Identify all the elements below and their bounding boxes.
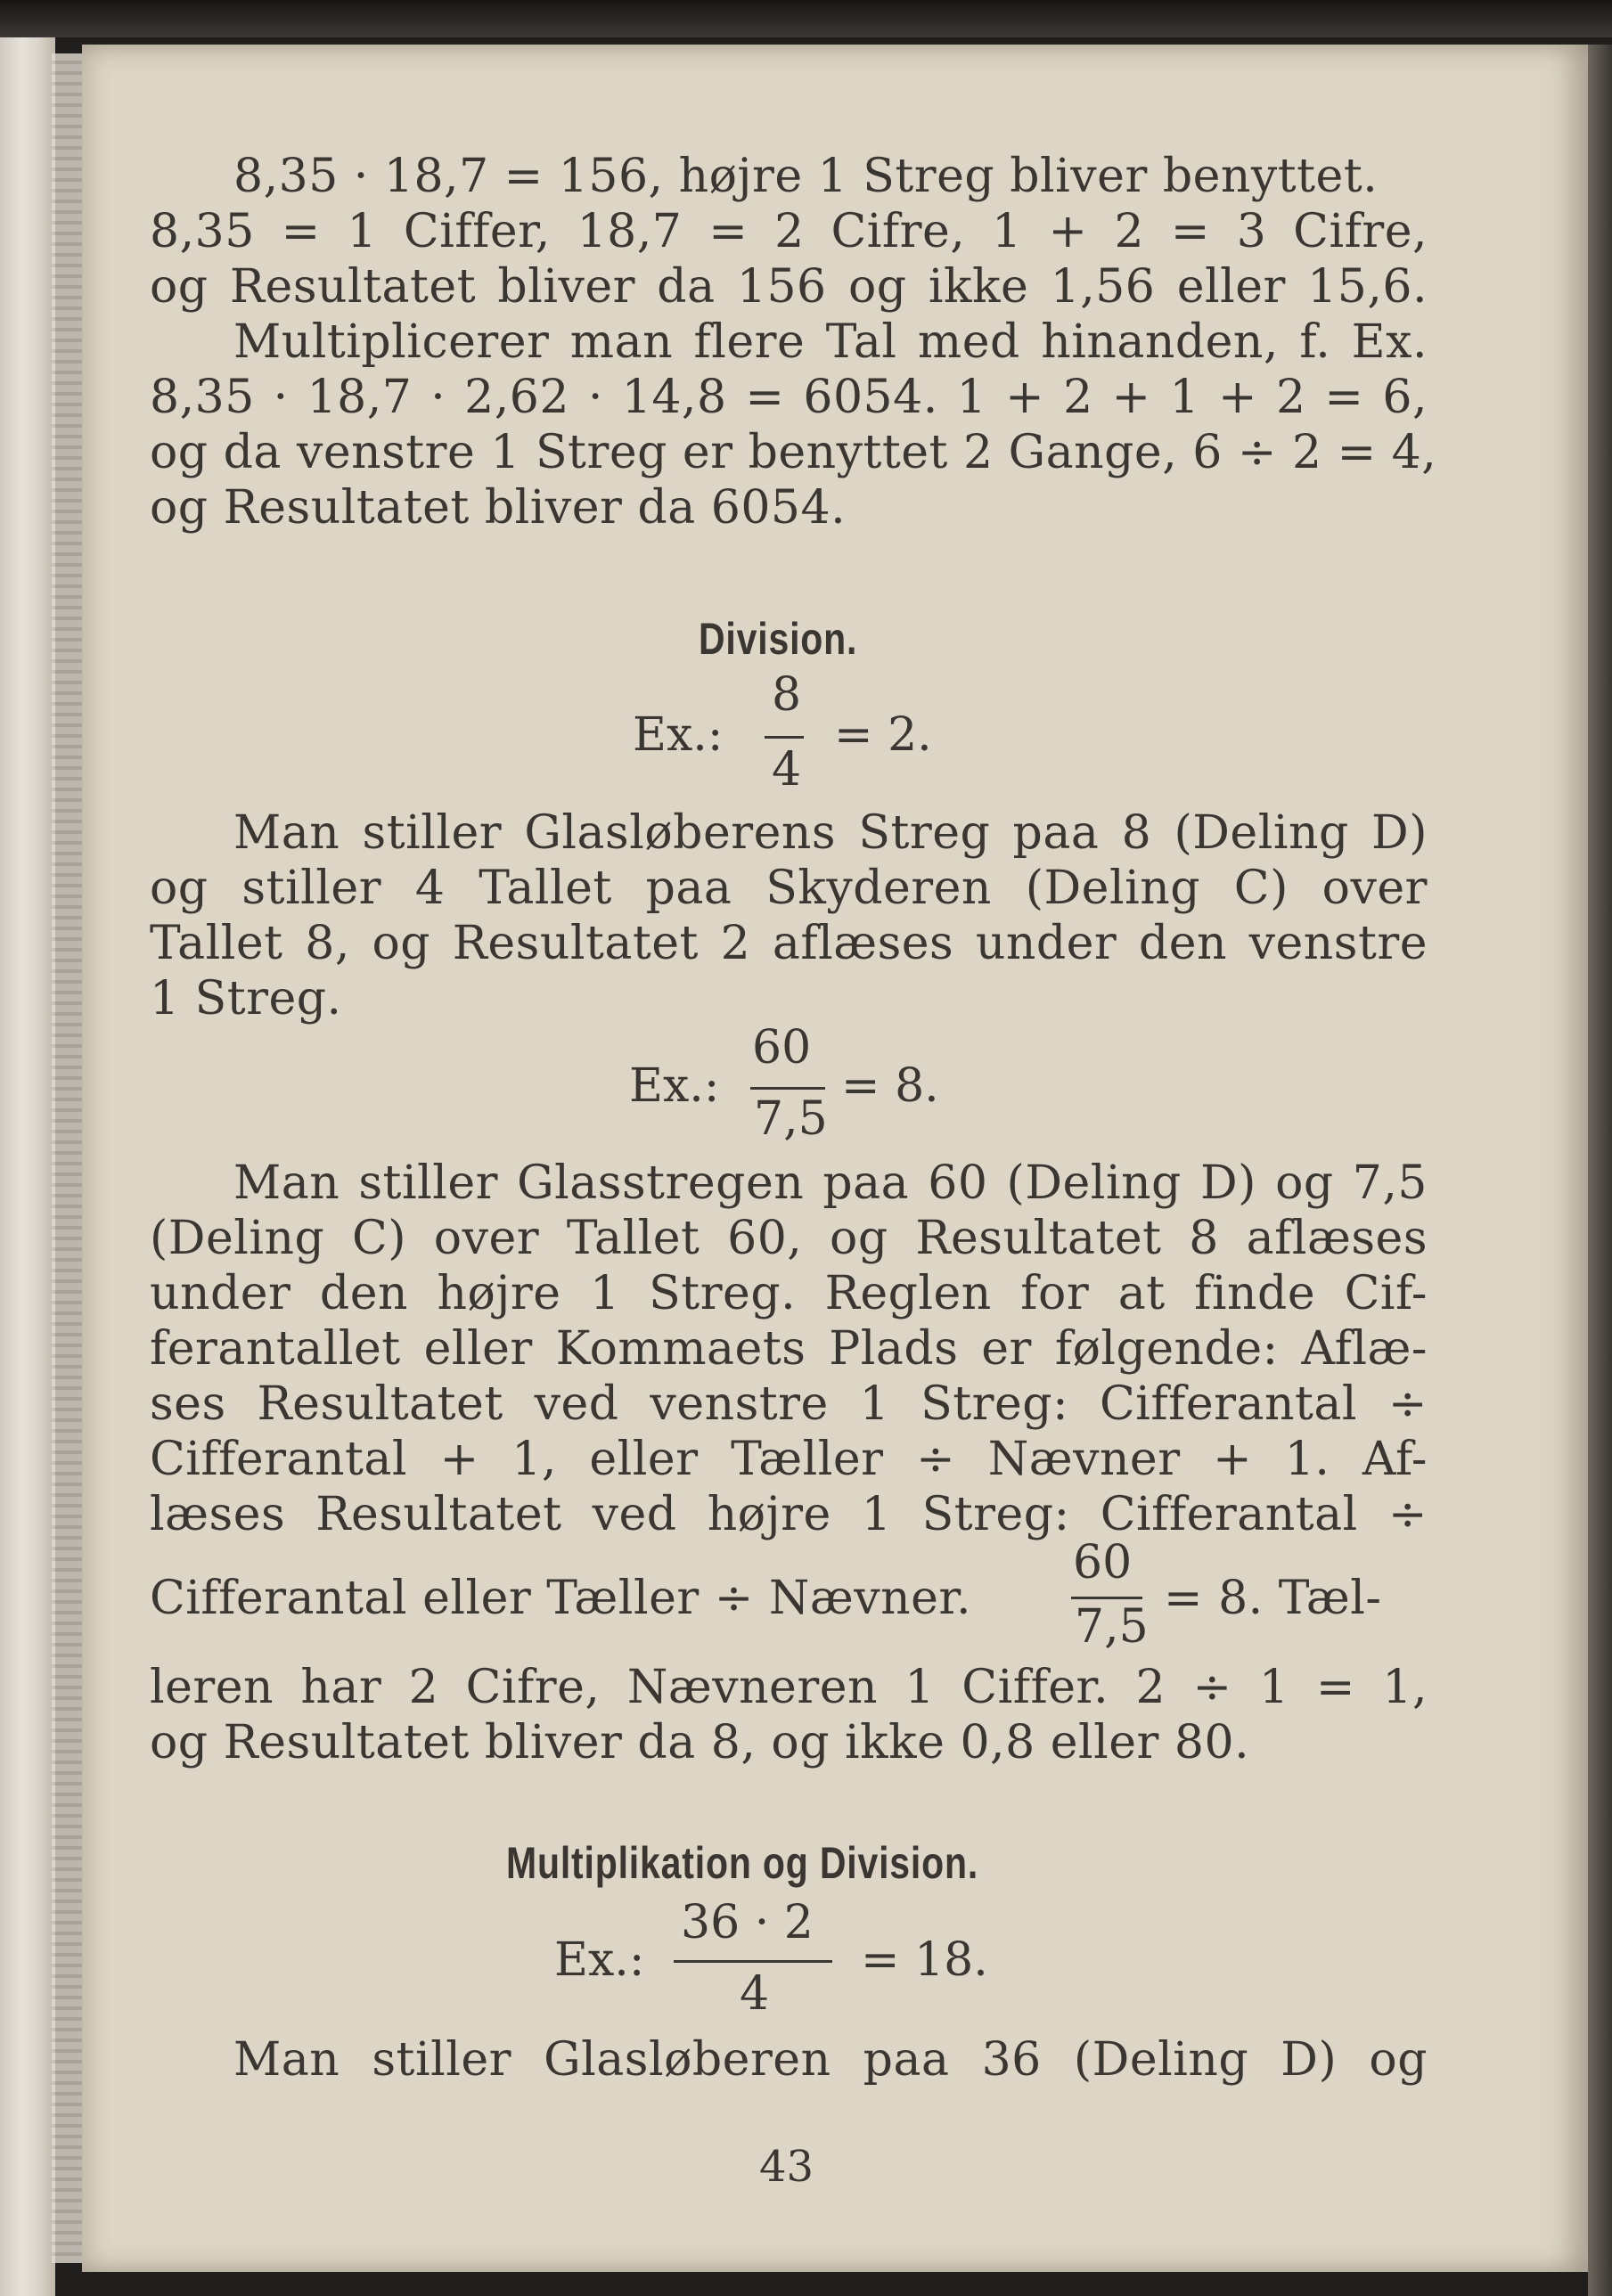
fraction-denominator: 7,5 — [1075, 1600, 1149, 1654]
example-result: = 2. — [834, 708, 932, 762]
text-line: (Deling C) over Tallet 60, og Resultatet 8 aflæses — [150, 1212, 1428, 1265]
fraction-numerator: 60 — [1073, 1536, 1133, 1589]
text-line: ses Resultatet ved venstre 1 Streg: Cifferantal ÷ — [150, 1377, 1428, 1431]
fraction-denominator: 4 — [740, 1967, 770, 2021]
fraction-denominator: 4 — [772, 743, 802, 797]
text-line: ferantallet eller Kommaets Plads er følgende: Aflæ- — [150, 1322, 1428, 1376]
text-line: Man stiller Glasløberens Streg paa 8 (Deling D) — [233, 806, 1428, 860]
text-line: og Resultatet bliver da 6054. — [150, 481, 847, 535]
text-line: 8,35 · 18,7 · 2,62 · 14,8 = 6054. 1 + 2 + 1 + 2 = 6, — [150, 371, 1428, 424]
section-heading-division: Division. — [699, 614, 858, 664]
fraction-bar — [765, 736, 804, 739]
example-result: = 18. — [861, 1933, 988, 1987]
page-number: 43 — [759, 2142, 814, 2192]
text-line: Cifferantal eller Tæller ÷ Nævner. — [150, 1572, 972, 1625]
text-line: 8,35 · 18,7 = 156, højre 1 Streg bliver benyttet. — [233, 150, 1379, 203]
text-line: leren har 2 Cifre, Nævneren 1 Ciffer. 2 ÷ 1 = 1, — [150, 1661, 1428, 1714]
text-line: Tallet 8, og Resultatet 2 aflæses under den venstre — [150, 917, 1428, 970]
text-line: Man stiller Glasløberen paa 36 (Deling D) og — [233, 2033, 1428, 2087]
text-line: og Resultatet bliver da 156 og ikke 1,56 eller 15,6. — [150, 260, 1428, 314]
text-line: Multiplicerer man flere Tal med hinanden, f. Ex. — [233, 315, 1428, 369]
section-heading-multiplication-division: Multiplikation og Division. — [506, 1838, 979, 1888]
book-top-edge — [0, 0, 1612, 37]
fraction-bar — [1071, 1597, 1142, 1599]
text-line: 8,35 = 1 Ciffer, 18,7 = 2 Cifre, 1 + 2 = 3 Cifre, — [150, 205, 1428, 258]
text-line: og da venstre 1 Streg er benyttet 2 Gange, 6 ÷ 2 = 4, — [150, 426, 1437, 479]
text-line: Cifferantal + 1, eller Tæller ÷ Nævner + 1. Af- — [150, 1433, 1428, 1486]
example-result: = 8. — [841, 1059, 939, 1113]
example-label: Ex.: — [629, 1059, 720, 1113]
text-line: 1 Streg. — [150, 972, 342, 1025]
text-line: læses Resultatet ved højre 1 Streg: Cifferantal ÷ — [150, 1488, 1428, 1541]
example-label: Ex.: — [633, 708, 724, 762]
book-spine — [0, 37, 55, 2296]
fraction-numerator: 36 · 2 — [681, 1896, 814, 1949]
text-line: under den højre 1 Streg. Reglen for at finde Cif- — [150, 1267, 1428, 1320]
fraction-denominator: 7,5 — [754, 1092, 828, 1146]
text-line: = 8. Tæl- — [1164, 1572, 1382, 1625]
text-line: og stiller 4 Tallet paa Skyderen (Deling C) over — [150, 862, 1428, 915]
text-line: og Resultatet bliver da 8, og ikke 0,8 eller 80. — [150, 1716, 1250, 1769]
fraction-bar — [674, 1960, 832, 1963]
text-line: Man stiller Glasstregen paa 60 (Deling D) og 7,5 — [233, 1156, 1428, 1210]
fraction-numerator: 60 — [752, 1021, 812, 1074]
fraction-numerator: 8 — [772, 668, 802, 722]
fraction-bar — [750, 1087, 825, 1090]
book-right-edge — [1588, 45, 1612, 2296]
example-label: Ex.: — [554, 1933, 645, 1987]
